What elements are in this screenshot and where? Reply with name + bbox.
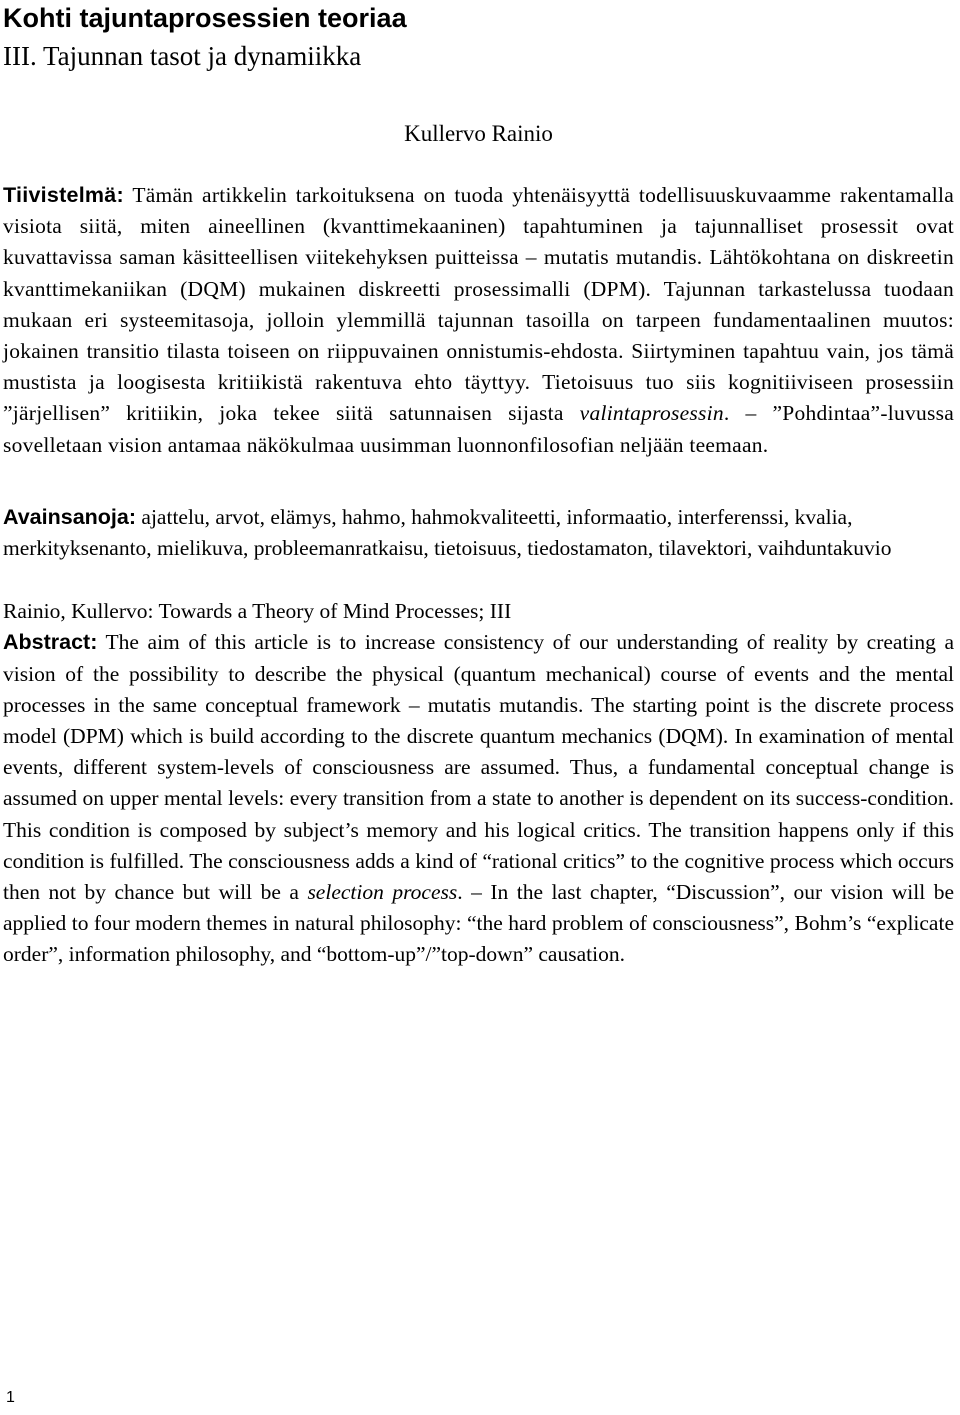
abstract-finnish-label: Tiivistelmä: [3,183,124,207]
abstract-english-italic-term: selection process [307,880,458,905]
abstract-english [3,627,954,970]
abstract-finnish [3,180,954,461]
keywords-text: ajattelu, arvot, elämys, hahmo, hahmokvaliteetti, informaatio, interferenssi, kvalia, merkityksenanto, mielikuva, probleemanratkaisu, tietoisuus, tiedostamaton, tilavektori, vaihduntakuvio [3,504,892,561]
abstract-english-text-1: The aim of this article is to increase consistency of our understanding of reality by creating a vision of the possibility to describe the physical (quantum mechanical) course of events and the mental processes in the same conceptual framework – mutatis mutandis. The starting point is the discrete process model (DPM) which is build according to the discrete quantum mechanics (DQM). In examination of mental events, different system-levels of consciousness are assumed. Thus, a fundamental conceptual change is assumed on upper mental levels: every transition from a state to another is dependent on its success-condition. This condition is composed by subject’s memory and his logical critics. The transition happens only if this condition is fulfilled. The consciousness adds a kind of “rational critics” to the cognitive process which occurs then not by chance but will be a [3,630,954,905]
document-subtitle: III. Tajunnan tasot ja dynamiikka [3,41,362,71]
keywords-paragraph [3,502,954,564]
document-page [3,0,954,971]
keywords-label: Avainsanoja: [3,504,137,529]
abstract-english-label: Abstract: [3,630,98,655]
abstract-finnish-text-2: . – ”Pohdintaa”-luvussa sovelletaan vision antamaa näkökulmaa uusimman luonnonfilosofian neljään teemaan. [3,401,954,457]
author-name: Kullervo Rainio [404,121,553,146]
abstract-finnish-italic-term: valintaprosessin [579,401,724,426]
english-citation: Rainio, Kullervo: Towards a Theory of Mind Processes; III [3,599,512,624]
document-title: Kohti tajuntaprosessien teoriaa [3,3,407,33]
abstract-finnish-text-1: Tämän artikkelin tarkoituksena on tuoda yhtenäisyyttä todellisuuskuvaamme rakentamalla visiota siitä, miten aineellinen (kvanttimekaaninen) tapahtuminen ja tajunnalliset prosessit ovat kuvattavissa saman käsitteellisen viitekehyksen puitteissa – mutatis mutandis. Lähtökohtana on diskreetin kvanttimekaniikan (DQM) mukainen diskreetti prosessimalli (DPM). Tajunnan tarkastelussa tuodaan mukaan eri systeemitasoja, jolloin ylemmillä tajunnan tasoilla on tarpeen fundamentaalinen muutos: jokainen transitio tilasta toiseen on riippuvainen onnistumis-ehdosta. Siirtyminen tapahtuu vain, jos tämä mustista ja loogisesta kritiikistä rakentuva ehto täyttyy. Tietoisuus tuo siis kognitiiviseen prosessiin ”järjellisen” kritiikin, joka tekee siitä satunnaisen sijasta [3,183,954,426]
page-number: 1 [6,1389,15,1406]
abstract-english-text-2: . – In the last chapter, “Discussion”, our vision will be applied to four modern themes in natural philosophy: “the hard problem of consciousness”, Bohm’s “explicate order”, information philosophy, and “bottom-up”/”top-down” causation. [3,880,954,967]
